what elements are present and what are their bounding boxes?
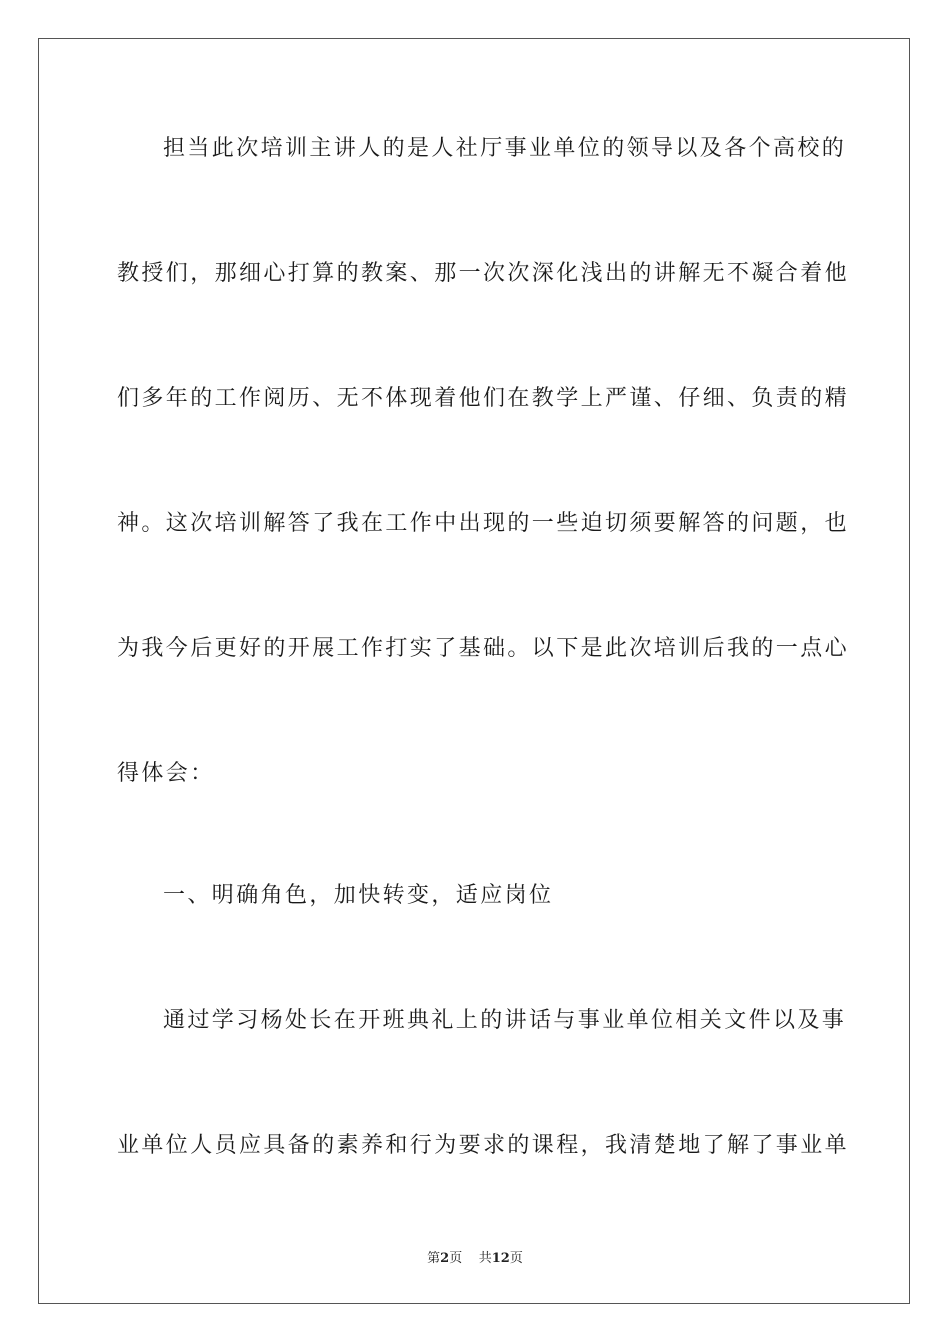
paragraph-line-8: 通过学习杨处长在开班典礼上的讲话与事业单位相关文件以及事: [163, 1008, 847, 1033]
paragraph-line-2: 教授们，那细心打算的教案、那一次次深化浅出的讲解无不凝合着他: [117, 261, 850, 286]
paragraph-line-3: 们多年的工作阅历、无不体现着他们在教学上严谨、仔细、负责的精: [117, 386, 850, 411]
paragraph-line-4: 神。这次培训解答了我在工作中出现的一些迫切须要解答的问题，也: [117, 511, 850, 536]
paragraph-line-1: 担当此次培训主讲人的是人社厅事业单位的领导以及各个高校的: [163, 136, 847, 161]
page-border: [38, 38, 910, 1304]
page-footer: [0, 1247, 950, 1266]
paragraph-line-5: 为我今后更好的开展工作打实了基础。以下是此次培训后我的一点心: [117, 636, 850, 661]
page-prefix: 第: [427, 1251, 441, 1266]
total-suffix: 页: [509, 1251, 523, 1266]
section-heading: 一、明确角色，加快转变，适应岗位: [163, 883, 554, 908]
total-pages: 12: [491, 1251, 510, 1266]
page-suffix: 页: [449, 1251, 463, 1266]
paragraph-line-6: 得体会：: [117, 761, 215, 786]
paragraph-line-9: 业单位人员应具备的素养和行为要求的课程，我清楚地了解了事业单: [117, 1133, 850, 1158]
total-prefix: 共: [478, 1251, 492, 1266]
page-number: 2: [440, 1251, 450, 1266]
